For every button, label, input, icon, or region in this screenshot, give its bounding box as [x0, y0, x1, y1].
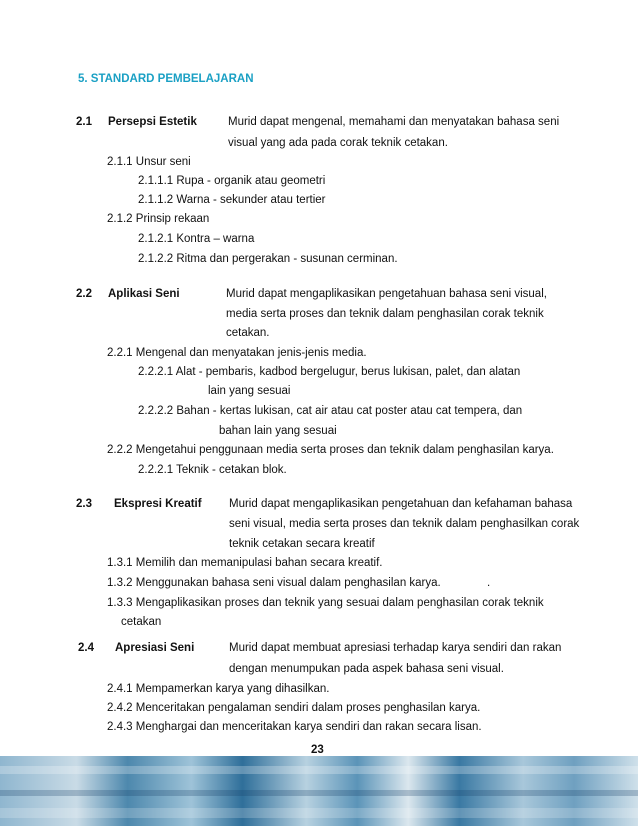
- section-description: media serta proses dan teknik dalam penghasilan corak teknik: [226, 308, 544, 320]
- list-item: 2.4.2 Menceritakan pengalaman sendiri dalam proses penghasilan karya.: [107, 702, 481, 714]
- section-description: Murid dapat membuat apresiasi terhadap karya sendiri dan rakan: [229, 642, 562, 654]
- list-item: 2.4.1 Mempamerkan karya yang dihasilkan.: [107, 683, 330, 695]
- footer-band: [0, 790, 638, 796]
- section-description: Murid dapat mengaplikasikan pengetahuan bahasa seni visual,: [226, 288, 547, 300]
- section-description: seni visual, media serta proses dan teknik dalam penghasilkan corak: [229, 518, 580, 530]
- section-description: Murid dapat mengaplikasikan pengetahuan dan kefahaman bahasa: [229, 498, 573, 510]
- list-item: 2.2.2.1 Teknik - cetakan blok.: [138, 464, 287, 476]
- section-description: visual yang ada pada corak teknik cetakan.: [228, 137, 448, 149]
- list-item: 2.1.1 Unsur seni: [107, 156, 191, 168]
- list-item: 2.2.2.2 Bahan - kertas lukisan, cat air atau cat poster atau cat tempera, dan: [138, 405, 523, 417]
- section-number: 2.3: [76, 498, 92, 510]
- section-title: Apresiasi Seni: [115, 642, 195, 654]
- footer-band: [0, 766, 638, 774]
- section-description: teknik cetakan secara kreatif: [229, 538, 375, 550]
- section-heading: 5. STANDARD PEMBELAJARAN: [78, 73, 254, 85]
- list-item: 1.3.3 Mengaplikasikan proses dan teknik yang sesuai dalam penghasilan corak teknik: [107, 597, 544, 609]
- section-title: Ekspresi Kreatif: [114, 498, 202, 510]
- footer-decoration: [0, 756, 638, 826]
- list-item: 2.2.2 Mengetahui penggunaan media serta proses dan teknik dalam penghasilan karya.: [107, 444, 554, 456]
- list-item: 2.1.1.1 Rupa - organik atau geometri: [138, 175, 326, 187]
- section-description: cetakan.: [226, 327, 270, 339]
- list-item: lain yang sesuai: [208, 385, 291, 397]
- list-item: cetakan: [121, 616, 162, 628]
- section-description: dengan menumpukan pada aspek bahasa seni visual.: [229, 663, 504, 675]
- list-item: 2.1.2 Prinsip rekaan: [107, 213, 210, 225]
- list-item: bahan lain yang sesuai: [219, 425, 337, 437]
- section-number: 2.4: [78, 642, 94, 654]
- section-number: 2.1: [76, 116, 92, 128]
- list-item: 2.4.3 Menghargai dan menceritakan karya sendiri dan rakan secara lisan.: [107, 721, 482, 733]
- stray-period: .: [487, 577, 491, 589]
- section-number: 2.2: [76, 288, 92, 300]
- list-item: 1.3.2 Menggunakan bahasa seni visual dalam penghasilan karya.: [107, 577, 441, 589]
- section-title: Persepsi Estetik: [108, 116, 197, 128]
- page-number: 23: [311, 744, 324, 756]
- section-title: Aplikasi Seni: [108, 288, 180, 300]
- list-item: 1.3.1 Memilih dan memanipulasi bahan secara kreatif.: [107, 557, 383, 569]
- list-item: 2.1.2.1 Kontra – warna: [138, 233, 255, 245]
- list-item: 2.1.2.2 Ritma dan pergerakan - susunan cerminan.: [138, 253, 398, 265]
- footer-band: [0, 808, 638, 818]
- section-description: Murid dapat mengenal, memahami dan menyatakan bahasa seni: [228, 116, 560, 128]
- list-item: 2.2.2.1 Alat - pembaris, kadbod bergelugur, berus lukisan, palet, dan alatan: [138, 366, 521, 378]
- list-item: 2.1.1.2 Warna - sekunder atau tertier: [138, 194, 326, 206]
- list-item: 2.2.1 Mengenal dan menyatakan jenis-jenis media.: [107, 347, 367, 359]
